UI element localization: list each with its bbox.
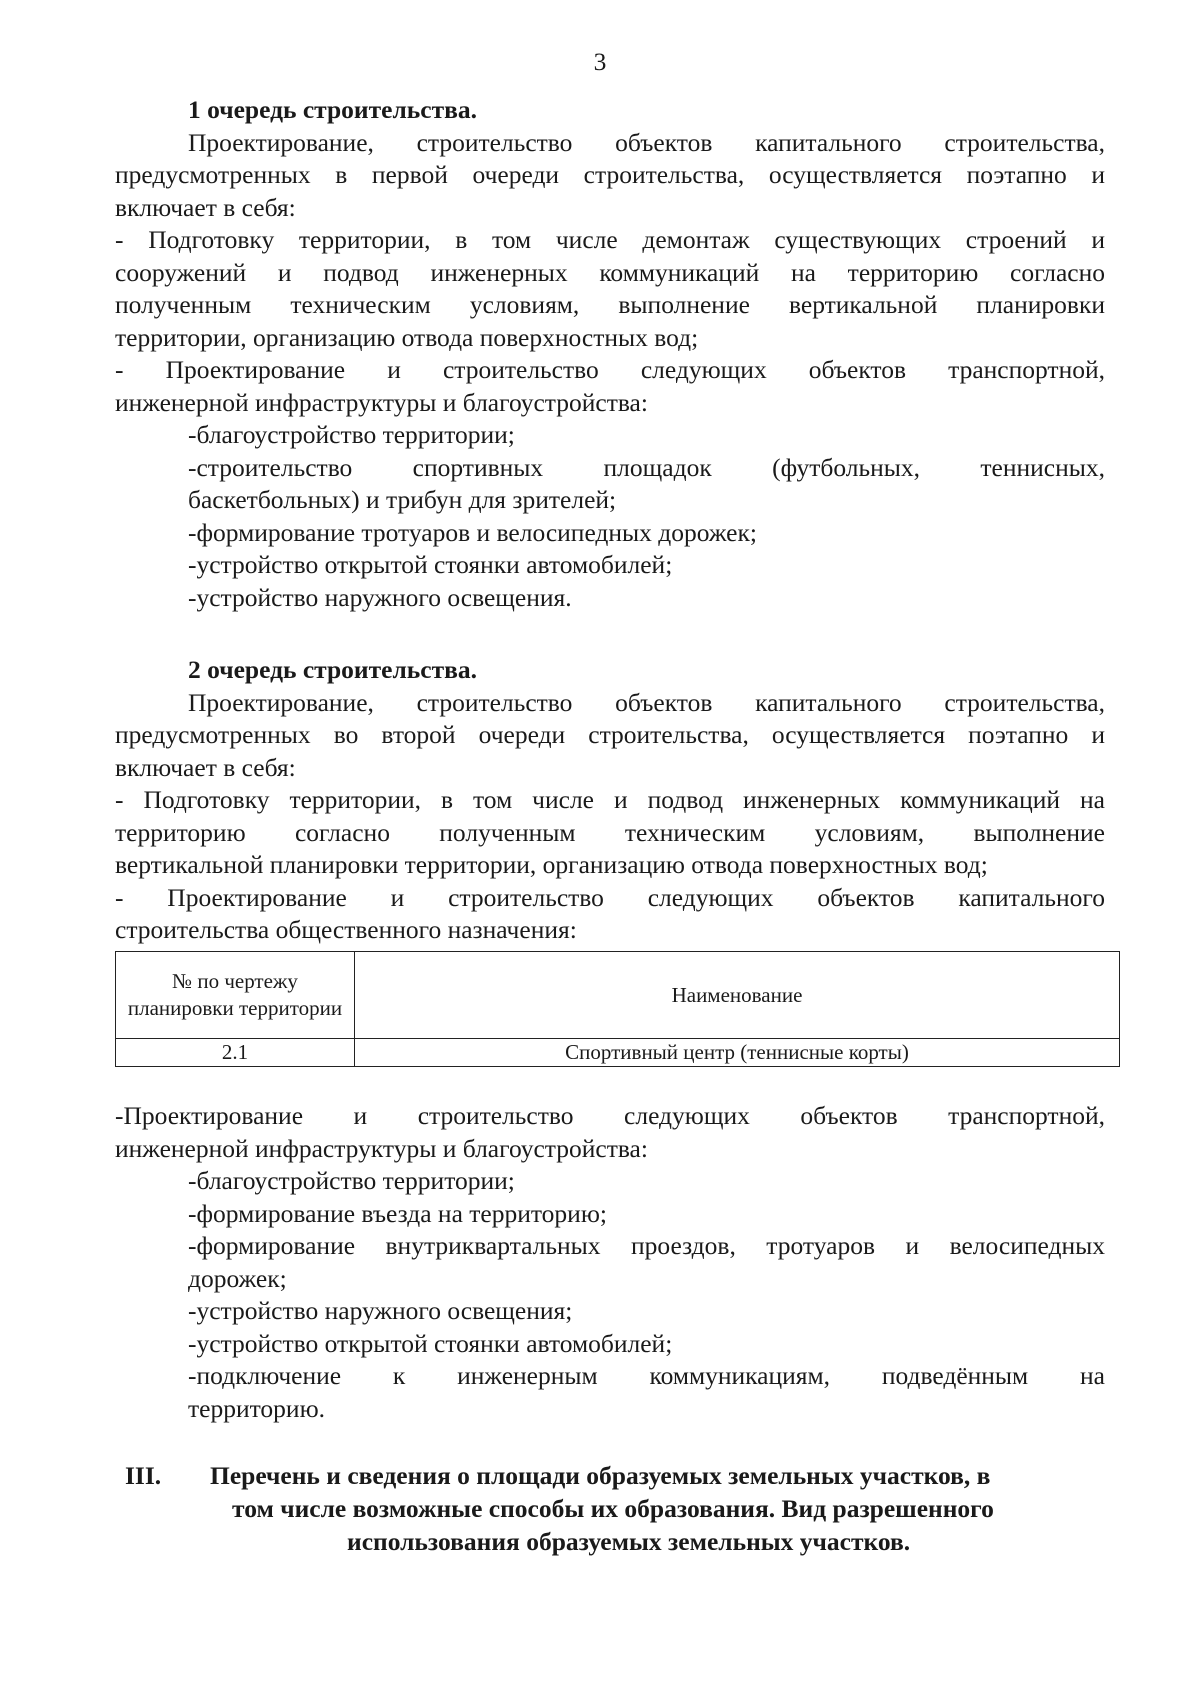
table-header-name: Наименование	[355, 952, 1120, 1039]
stage1-list-item: -устройство наружного освещения.	[188, 582, 572, 612]
stage1-intro-line: включает в себя:	[115, 192, 296, 222]
stage2-list-item: территорию.	[188, 1393, 325, 1423]
stage2-infra-line: -Проектирование и строительство следующих объектов транспортной,	[115, 1101, 1105, 1130]
stage2-list-item: -устройство наружного освещения;	[188, 1296, 573, 1325]
stage1-prep-line: территории, организацию отвода поверхностных вод;	[115, 322, 699, 352]
stage2-capital-line: - Проектирование и строительство следующих объектов капитального	[115, 882, 1105, 912]
stage2-prep-line: вертикальной планировки территории, организацию отвода поверхностных вод;	[115, 850, 988, 879]
stage1-section	[115, 94, 1105, 614]
stage2-intro-line: включает в себя:	[115, 752, 296, 782]
stage1-prep-line: сооружений и подвод инженерных коммуникаций на территорию согласно	[115, 257, 1105, 287]
table-cell-name: Спортивный центр (теннисные корты)	[355, 1039, 1120, 1067]
table-header-number: № по чертежу планировки территории	[116, 952, 355, 1039]
stage1-prep-line: - Подготовку территории, в том числе демонтаж существующих строений и	[115, 225, 1105, 254]
section3-number: III.	[125, 1461, 162, 1490]
stage2-list-item: -устройство открытой стоянки автомобилей;	[188, 1328, 673, 1358]
stage2-list-item: -формирование въезда на территорию;	[188, 1198, 607, 1228]
stage2-heading: 2 очередь строительства.	[188, 655, 477, 684]
stage1-infra-line: инженерной инфраструктуры и благоустройства:	[115, 387, 648, 417]
stage2-list-item: -подключение к инженерным коммуникациям, подведённым на	[188, 1361, 1105, 1390]
stage2-prep-line: территорию согласно полученным техническим условиям, выполнение	[115, 817, 1105, 847]
stage1-prep-line: полученным техническим условиям, выполнение вертикальной планировки	[115, 290, 1105, 319]
stage2-prep-line: - Подготовку территории, в том числе и подвод инженерных коммуникаций на	[115, 785, 1105, 814]
stage1-list-item: баскетбольных) и трибун для зрителей;	[188, 485, 617, 514]
table-header-row	[116, 952, 1120, 1039]
stage2-capital-line: строительства общественного назначения:	[115, 915, 577, 944]
objects-table	[115, 951, 1120, 1067]
stage2-section	[115, 654, 1105, 947]
table-cell-number: 2.1	[116, 1039, 355, 1067]
stage2-list-item: -формирование внутриквартальных проездов, тротуаров и велосипедных	[188, 1231, 1105, 1260]
stage2-infra-section	[115, 1100, 1105, 1425]
stage1-list-item: -устройство открытой стоянки автомобилей;	[188, 550, 673, 579]
stage1-list-item: -формирование тротуаров и велосипедных дорожек;	[188, 517, 757, 547]
stage1-intro-line: Проектирование, строительство объектов капитального строительства,	[188, 127, 1105, 157]
section3-title-line: том числе возможные способы их образования. Вид разрешенного	[232, 1494, 994, 1523]
stage1-infra-line: - Проектирование и строительство следующих объектов транспортной,	[115, 355, 1105, 384]
table-row	[116, 1039, 1120, 1067]
section3-title-line: использования образуемых земельных участков.	[347, 1527, 911, 1556]
stage1-list-item: -благоустройство территории;	[188, 420, 515, 449]
stage2-infra-line: инженерной инфраструктуры и благоустройства:	[115, 1133, 648, 1163]
stage1-intro-line: предусмотренных в первой очереди строительства, осуществляется поэтапно и	[115, 160, 1105, 189]
page-number: 3	[593, 47, 607, 76]
stage2-list-item: дорожек;	[188, 1263, 287, 1293]
stage2-intro-line: предусмотренных во второй очереди строительства, осуществляется поэтапно и	[115, 720, 1105, 749]
stage1-list-item: -строительство спортивных площадок (футбольных, теннисных,	[188, 452, 1105, 482]
section3-title-line: Перечень и сведения о площади образуемых земельных участков, в	[210, 1461, 991, 1490]
stage2-list-item: -благоустройство территории;	[188, 1166, 515, 1195]
stage2-intro-line: Проектирование, строительство объектов капитального строительства,	[188, 687, 1105, 717]
stage1-heading: 1 очередь строительства.	[188, 95, 477, 124]
